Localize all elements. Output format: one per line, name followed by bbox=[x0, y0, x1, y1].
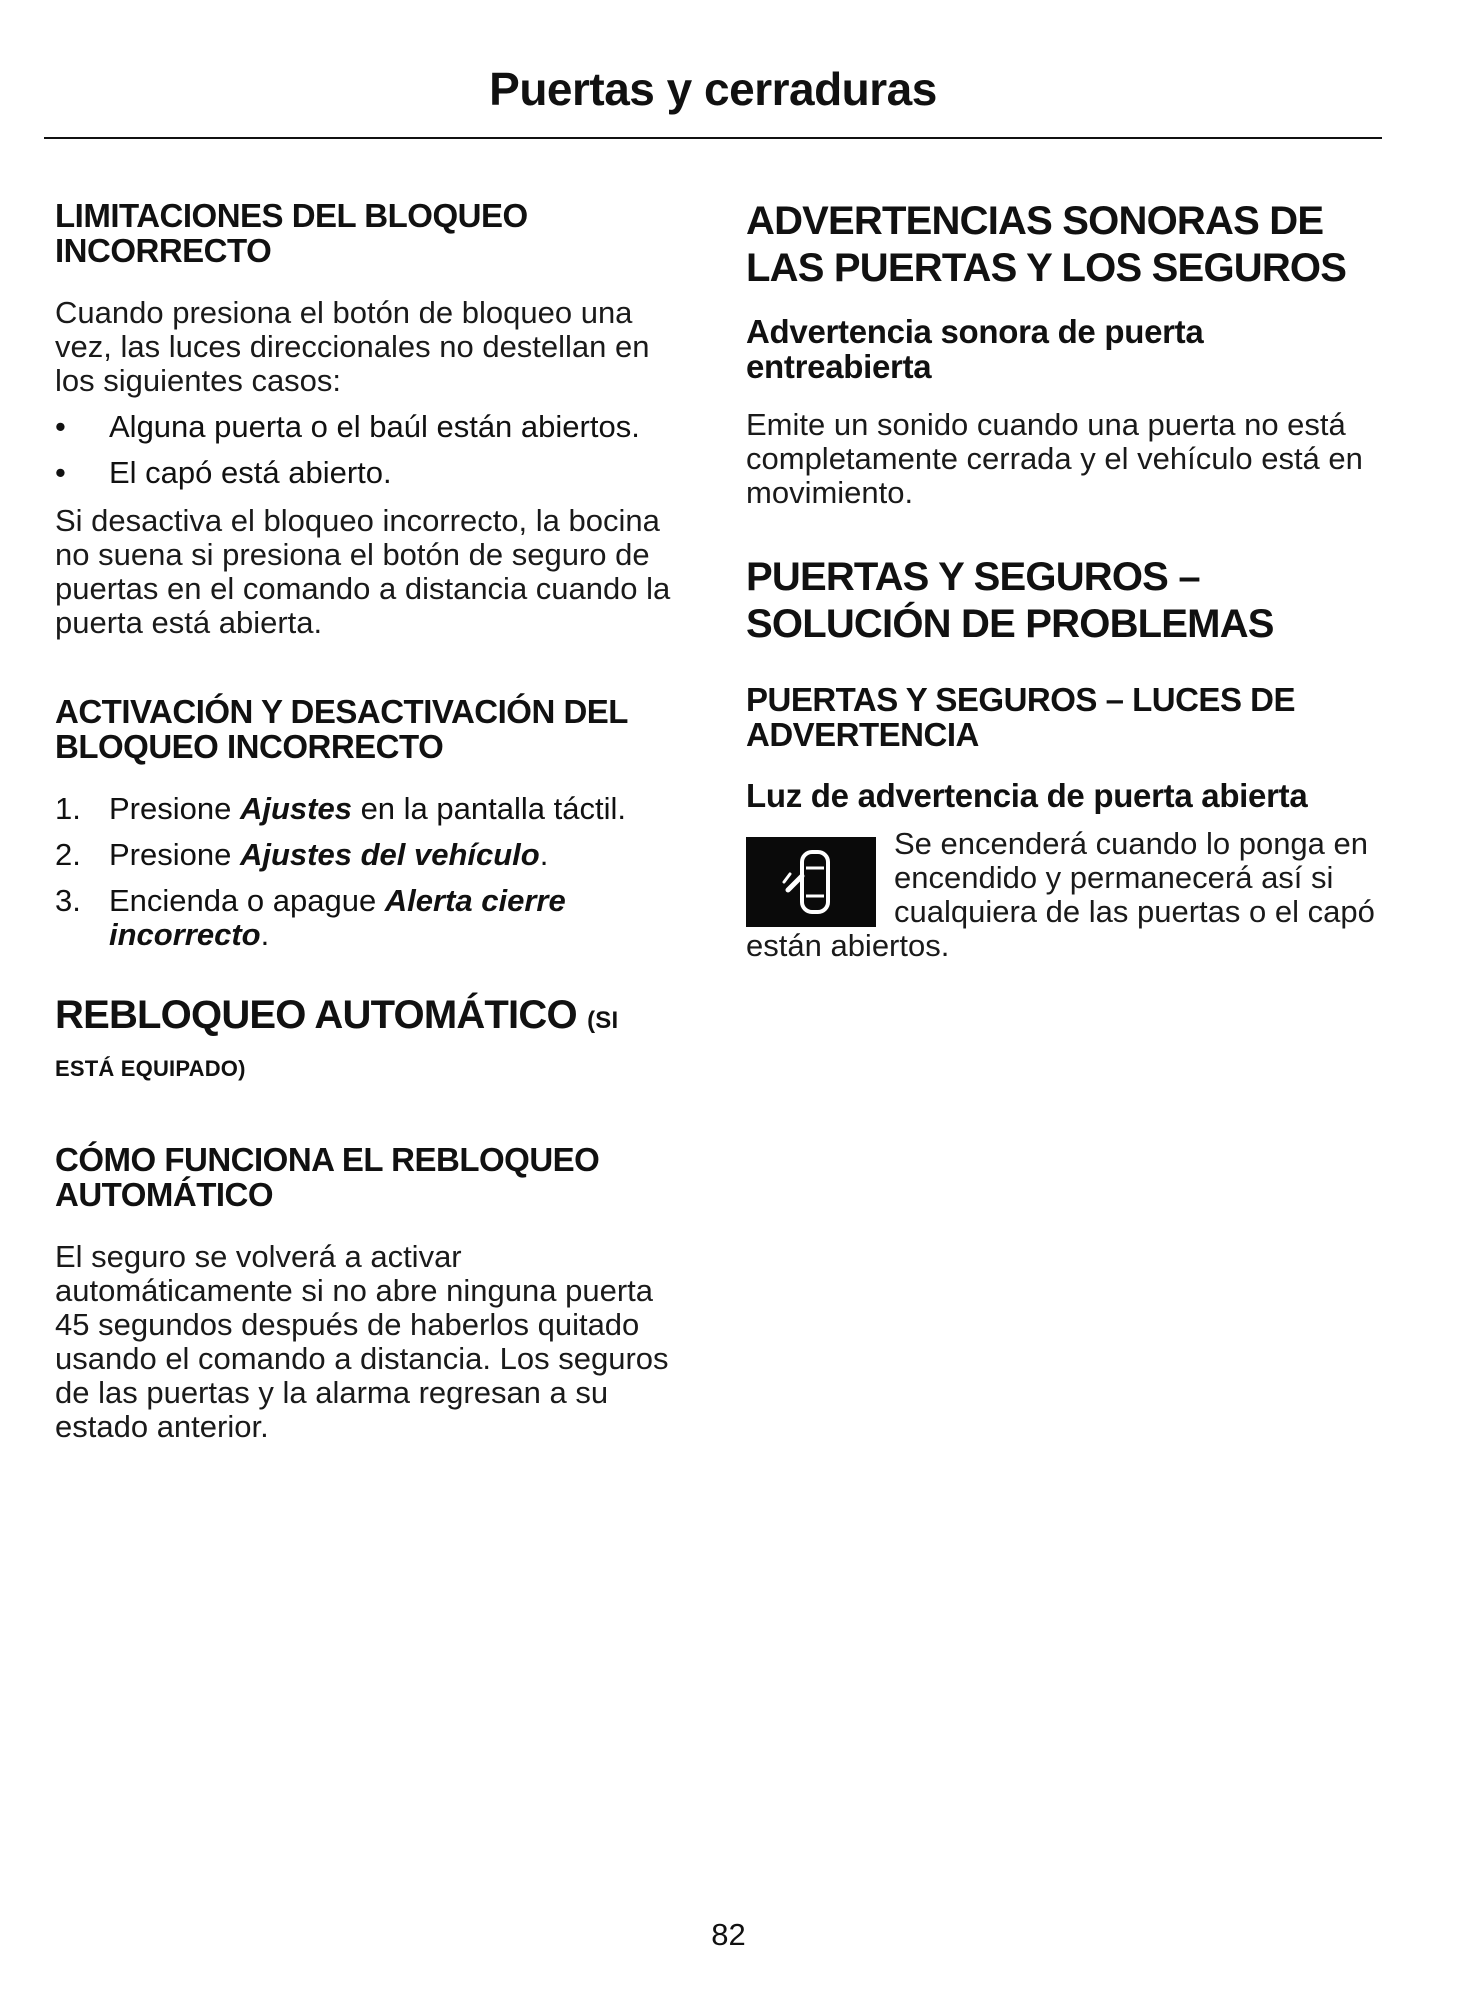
subsection-heading: Luz de advertencia de puerta abierta bbox=[746, 777, 1308, 814]
list-item bbox=[55, 410, 685, 444]
left-column bbox=[55, 198, 685, 1444]
step-text: Presione bbox=[109, 791, 240, 826]
section-heading: ACTIVACIÓN Y DESACTIVACIÓN DEL BLOQUEO INCORRECTO bbox=[55, 693, 628, 765]
list-item bbox=[55, 456, 685, 490]
page-title: Puertas y cerraduras bbox=[489, 63, 937, 115]
door-open-warning-icon bbox=[746, 837, 876, 927]
bullet-list bbox=[55, 410, 685, 490]
step-item bbox=[55, 792, 685, 826]
section-heading: LIMITACIONES DEL BLOQUEO INCORRECTO bbox=[55, 197, 528, 269]
section-heading bbox=[55, 992, 685, 1044]
section-paragraph: Se encenderá cuando lo ponga en encendido y permanecerá así si cualquiera de las puertas o el capó están abiertos. bbox=[746, 826, 1375, 963]
step-text: . bbox=[260, 917, 270, 952]
section-activacion bbox=[55, 694, 685, 952]
bullet-marker: • bbox=[55, 409, 66, 444]
section-paragraph: El seguro se volverá a activar automáticamente si no abre ninguna puerta 45 segundos después de haberlos quitado usando el comando a distancia. Los seguros de las puertas y la alarma regresan a su estado anterior. bbox=[55, 1239, 669, 1444]
section-solucion-problemas bbox=[746, 554, 1386, 648]
step-setting-name: Alerta cierre incorrecto bbox=[109, 883, 566, 952]
section-intro: Cuando presiona el botón de bloqueo una vez, las luces direccionales no destellan en los siguientes casos: bbox=[55, 295, 650, 398]
section-luces-advertencia bbox=[746, 682, 1386, 963]
right-column bbox=[746, 198, 1386, 963]
step-text: en la pantalla táctil. bbox=[351, 791, 626, 826]
step-text: Presione bbox=[109, 837, 240, 872]
subsection-heading: Advertencia sonora de puerta entreabierta bbox=[746, 313, 1204, 385]
header-divider bbox=[44, 137, 1382, 139]
list-item-text: Alguna puerta o el baúl están abiertos. bbox=[109, 409, 640, 444]
step-number: 3. bbox=[55, 883, 81, 918]
step-setting-name: Ajustes del vehículo bbox=[239, 837, 540, 872]
section-advertencias-sonoras bbox=[746, 198, 1386, 510]
section-heading: CÓMO FUNCIONA EL REBLOQUEO AUTOMÁTICO bbox=[55, 1141, 600, 1213]
step-number: 1. bbox=[55, 791, 81, 826]
step-item bbox=[55, 884, 685, 952]
step-item bbox=[55, 838, 685, 872]
steps-list bbox=[55, 792, 685, 952]
step-setting-name: Ajustes bbox=[239, 791, 352, 826]
section-heading-suffix: (SI bbox=[587, 1007, 619, 1034]
section-heading-text: REBLOQUEO AUTOMÁTICO bbox=[55, 993, 577, 1037]
section-paragraph: Emite un sonido cuando una puerta no está completamente cerrada y el vehículo está en movimiento. bbox=[746, 407, 1363, 510]
step-text: Encienda o apague bbox=[109, 883, 385, 918]
list-item-text: El capó está abierto. bbox=[109, 455, 392, 490]
section-como-funciona bbox=[55, 1142, 685, 1444]
page-number: 82 bbox=[711, 1917, 746, 1952]
section-heading-continued: ESTÁ EQUIPADO) bbox=[55, 1056, 246, 1081]
bullet-marker: • bbox=[55, 455, 66, 490]
warning-light-block bbox=[746, 827, 1386, 963]
section-heading: PUERTAS Y SEGUROS – LUCES DE ADVERTENCIA bbox=[746, 681, 1295, 753]
step-number: 2. bbox=[55, 837, 81, 872]
section-limitaciones bbox=[55, 198, 685, 640]
section-rebloqueo bbox=[55, 992, 685, 1082]
section-heading: ADVERTENCIAS SONORAS DE LAS PUERTAS Y LOS SEGUROS bbox=[746, 199, 1347, 290]
section-paragraph: Si desactiva el bloqueo incorrecto, la bocina no suena si presiona el botón de seguro de puertas en el comando a distancia cuando la puerta está abierta. bbox=[55, 503, 671, 640]
step-text: . bbox=[539, 837, 549, 872]
section-heading: PUERTAS Y SEGUROS – SOLUCIÓN DE PROBLEMAS bbox=[746, 555, 1274, 646]
